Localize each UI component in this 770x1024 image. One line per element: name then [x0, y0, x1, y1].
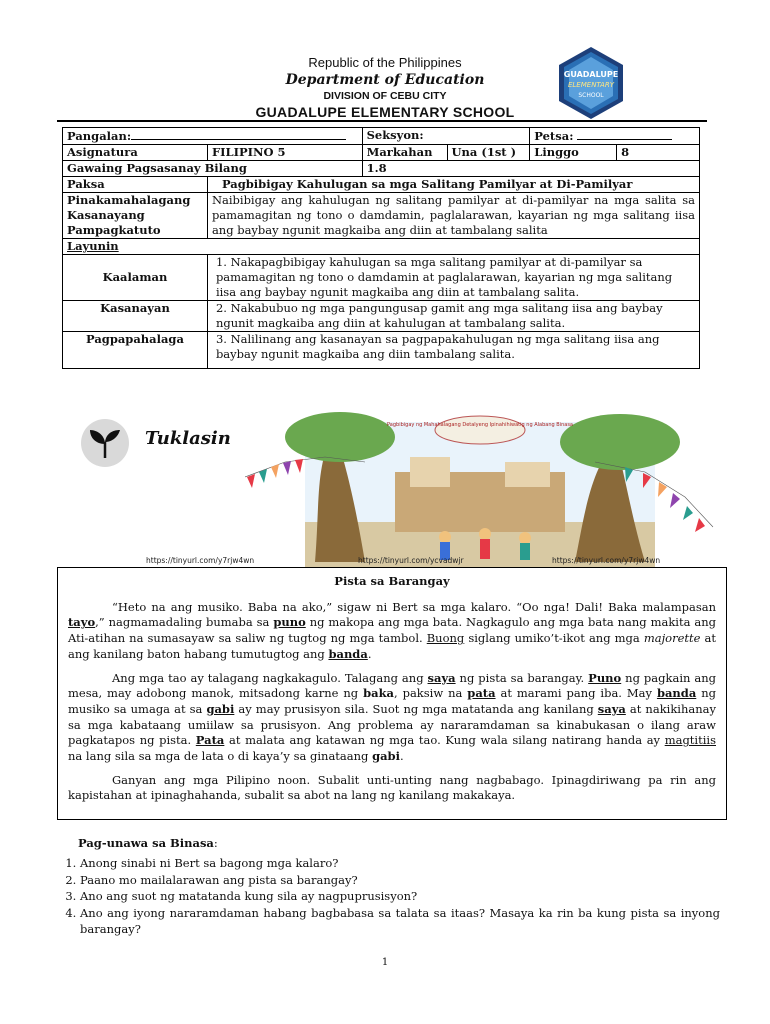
markahan-label: Markahan — [362, 145, 447, 161]
asignatura-value: FILIPINO 5 — [207, 145, 362, 161]
document-header — [0, 55, 770, 121]
petsa-blank[interactable] — [577, 128, 672, 140]
gawain-value: 1.8 — [362, 161, 699, 177]
pinaka-line-1: Pinakamahalagang — [67, 193, 191, 207]
linggo-label: Linggo — [530, 145, 617, 161]
linggo-value: 8 — [617, 145, 700, 161]
highlighted-word: banda — [656, 686, 697, 701]
highlighted-word: Puno — [588, 670, 622, 685]
highlighted-word: Pata — [195, 733, 225, 748]
highlighted-word: magtitiis — [664, 733, 716, 748]
header-divider — [57, 120, 707, 122]
highlighted-word: puno — [273, 615, 306, 630]
pinaka-line-3: Pampagkatuto — [67, 223, 161, 237]
highlighted-word: saya — [597, 701, 626, 716]
kaalaman-value: 1. Nakapagbibigay kahulugan sa mga salitang pamilyar at di-pamilyar sa pamamagitan ng tono o damdamin at paglalarawan, kayarian ng mga salitang iisa ang baybay ngunit magkaiba ang diin at tambalang salita. — [207, 255, 699, 301]
highlighted-word: saya — [427, 670, 456, 685]
question-item: 4. Ano ang iyong nararamdaman habang bagbabasa sa talata sa itaas? Masaya ka rin ba kung pista sa inyong barangay? — [80, 905, 720, 938]
highlighted-word: tayo — [68, 615, 96, 630]
pinakamahalaga-value: Naibibigay ang kahulugan ng salitang pamilyar at di-pamilyar na mga salita sa pamamagitan ng tono o damdamin, paglalarawan, kayarian ng mga salitang iisa ang baybay ngunit magkaiba ang diin at tambalang salita — [207, 193, 699, 239]
layunin-label: Layunin — [63, 239, 700, 255]
question-item: 1. Anong sinabi ni Bert sa bagong mga kalaro? — [80, 855, 720, 872]
pinaka-line-2: Kasanayang — [67, 208, 145, 222]
logo-text-1: GUADALUPE — [563, 70, 619, 79]
story-box — [57, 567, 727, 820]
petsa-colon: : — [569, 129, 574, 143]
pangalan-cell — [63, 128, 363, 145]
kasanayan-value: 2. Nakabubuo ng mga pangungusap gamit ang mga salitang iisa ang baybay ngunit magkaiba ang diin at kahulugan at tambalang salita. — [207, 301, 699, 332]
image-source-url-1[interactable]: https://tinyurl.com/y7rjw4wn — [146, 556, 255, 565]
department-line: Department of Education — [285, 72, 485, 88]
seksyon-label: Seksyon: — [362, 128, 530, 145]
pangalan-label: Pangalan: — [67, 129, 132, 143]
highlighted-word: gabi — [372, 749, 400, 764]
paksa-value: Pagbibigay Kahulugan sa mga Salitang Pamilyar at Di-Pamilyar — [207, 177, 699, 193]
logo-text-2: ELEMENTARY — [567, 81, 615, 89]
highlighted-word: pata — [467, 686, 496, 701]
fiesta-illustration — [245, 402, 715, 567]
asignatura-label: Asignatura — [63, 145, 208, 161]
pagpapahalaga-value: 3. Nalilinang ang kasanayan sa pagpapakahulugan ng mga salitang iisa ang baybay ngunit magkaiba ang diin tambalang salita. — [207, 332, 699, 369]
illustration-banner-text: Pagbibigay ng Mahahalagang Detalyeng Ipinahihiwatig ng Alabang Binasa — [387, 422, 573, 428]
question-item: 2. Paano mo mailalarawan ang pista sa barangay? — [80, 872, 720, 889]
story-title: Pista sa Barangay — [334, 574, 450, 588]
highlighted-word: banda — [328, 646, 368, 661]
image-source-url-3[interactable]: https://tinyurl.com/y7rjw4wn — [552, 556, 661, 565]
page-number: 1 — [381, 957, 389, 968]
pagunawa-heading: Pag-unawa sa Binasa: — [78, 836, 218, 850]
pinakamahalaga-label — [63, 193, 208, 239]
lesson-info-table — [62, 127, 700, 369]
story-paragraph-1: “Heto na ang musiko. Baba na ako,” sigaw ni Bert sa mga kalaro. “Oo nga! Dali! Baka malampasan tayo,” nagmamadaling bumaba sa puno ng makopa ang mga bata. Nagkagulo ang mga bata nang makita ang Ati-atihan na sumasayaw sa saliw ng tugtog ng mga tambol. Buong siglang umiko’t-ikot ang mga majorette at ang kanilang baton habang tumutugtog ang banda. — [68, 599, 717, 661]
paksa-label: Paksa — [63, 177, 208, 193]
highlighted-word: gabi — [206, 701, 235, 716]
story-paragraph-2: Ang mga tao ay talagang nagkakagulo. Talagang ang saya ng pista sa barangay. Puno ng pagkain ang mesa, may adobong manok, mitsadong karne ng baka, paksiw na pata at marami pang iba. May banda ng musiko sa umaga at sa gabi ay may prusisyon sila. Suot ng mga matatanda ang kanilang saya at nakikihanay sa mga kabataang umiilaw sa prusisyon. Ang problema ay nararamdaman sa kinabukasan o ilang araw pagkatapos ng pista. Pata at malata ang katawan ng mga tao. Kung wala silang natirang handa ay magtitiis na lang sila sa mga de lata o di kaya’y sa ginataang gabi. — [68, 670, 717, 764]
markahan-value: Una (1st ) — [447, 145, 530, 161]
school-name: GUADALUPE ELEMENTARY SCHOOL — [255, 104, 515, 120]
kaalaman-label: Kaalaman — [63, 255, 208, 301]
tuklasin-title: Tuklasin — [145, 428, 231, 449]
pagpapahalaga-label: Pagpapahalaga — [63, 332, 208, 369]
gawain-label: Gawaing Pagsasanay Bilang — [63, 161, 363, 177]
petsa-label: Petsa — [534, 129, 570, 143]
pangalan-blank[interactable] — [131, 128, 346, 140]
image-source-url-2[interactable]: https://tinyurl.com/ycvadwjr — [358, 556, 464, 565]
highlighted-word: Buong — [426, 631, 465, 646]
question-item: 3. Ano ang suot ng matatanda kung sila ay nagpuprusisyon? — [80, 888, 720, 905]
kasanayan-label: Kasanayan — [63, 301, 208, 332]
comprehension-questions — [60, 855, 720, 938]
petsa-cell — [530, 128, 700, 145]
leaf-sprout-icon — [80, 418, 130, 468]
school-logo — [553, 45, 629, 121]
story-paragraph-3: Ganyan ang mga Pilipino noon. Subalit unti-unting nang nagbabago. Ipinagdiriwang pa rin ang kapistahan at ipinaghahanda, subalit sa abot na lang ng kanilang makakaya. — [68, 772, 716, 803]
division-line: DIVISION OF CEBU CITY — [323, 90, 447, 102]
logo-text-3: SCHOOL — [578, 92, 604, 99]
highlighted-word: baka — [363, 686, 394, 701]
republic-line: Republic of the Philippines — [308, 55, 462, 70]
